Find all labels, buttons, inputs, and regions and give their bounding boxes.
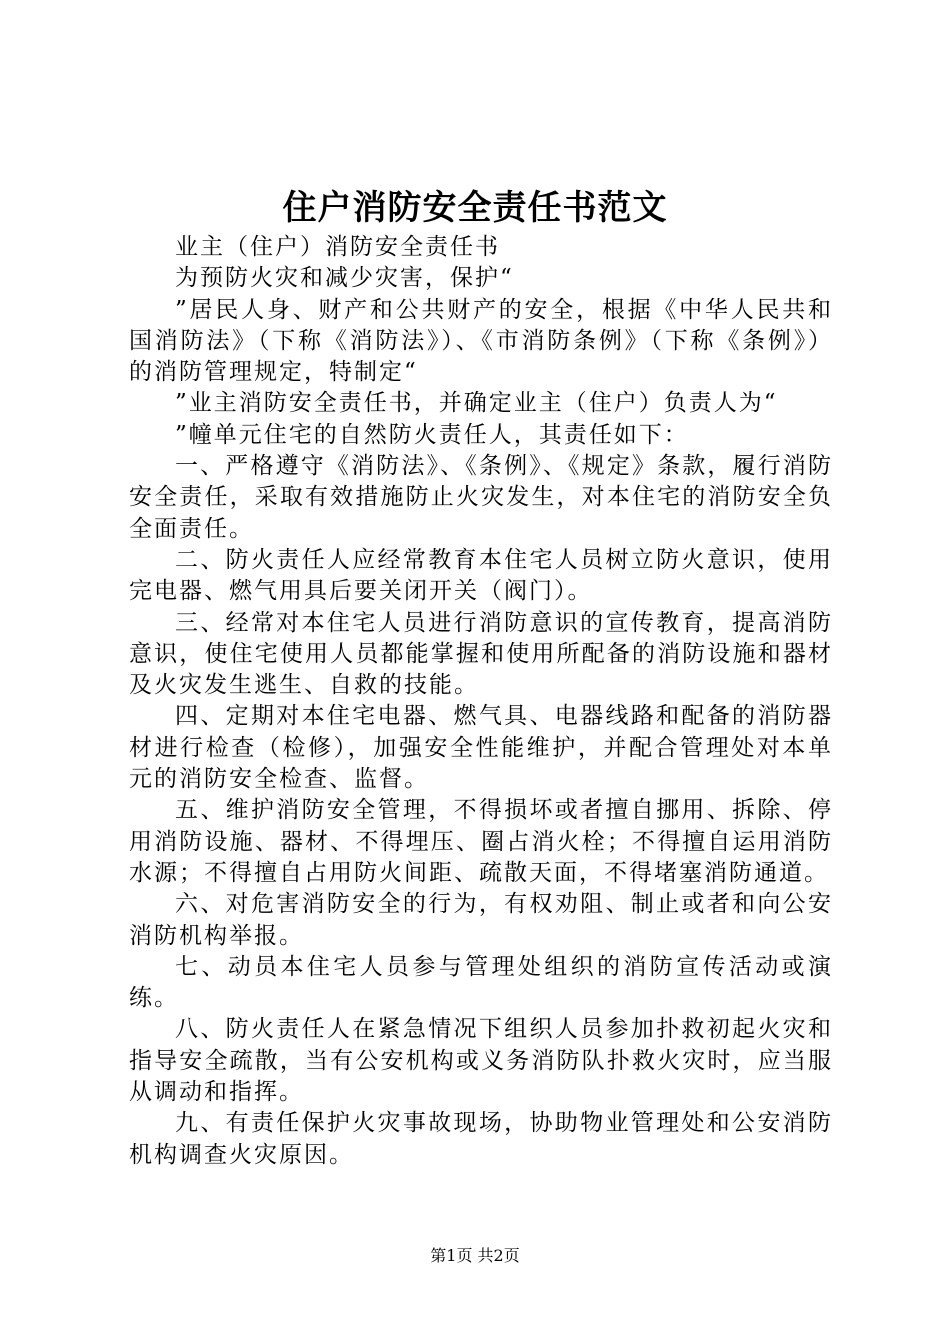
paragraph: ”幢单元住宅的自然防火责任人，其责任如下：	[175, 421, 689, 448]
paragraph-item-3: 三、经常对本住宅人员进行消防意识的宣传教育，提高消防意识，使住宅使用人员都能掌握和使用所配备的消防设施和器材及火灾发生逃生、自救的技能。	[129, 609, 833, 699]
paragraph-item-7: 七、动员本住宅人员参与管理处组织的消防宣传活动或演练。	[129, 953, 833, 1012]
page-footer: 第1页 共2页	[430, 1246, 520, 1265]
paragraph-item-9: 九、有责任保护火灾事故现场，协助物业管理处和公安消防机构调查火灾原因。	[129, 1110, 833, 1168]
paragraph-item-5: 五、维护消防安全管理，不得损坏或者擅自挪用、拆除、停用消防设施、器材、不得埋压、圈占消火栓；不得擅自运用消防水源；不得擅自占用防火间距、疏散天面，不得堵塞消防通道。	[129, 797, 833, 886]
document-body	[129, 232, 833, 1171]
paragraph-item-1: 一、严格遵守《消防法》、《条例》、《规定》条款，履行消防安全责任，采取有效措施防止火灾发生，对本住宅的消防安全负全面责任。	[129, 453, 833, 542]
paragraph: ”居民人身、财产和公共财产的安全，根据《中华人民共和国消防法》（下称《消防法》）、《市消防条例》（下称《条例》）的消防管理规定，特制定“	[129, 296, 833, 386]
paragraph: ”业主消防安全责任书，并确定业主（住户）负责人为“	[175, 390, 778, 417]
paragraph-heading: 业主（住户）消防安全责任书	[175, 234, 500, 260]
page-title: 住户消防安全责任书范文	[282, 188, 668, 228]
paragraph-item-6: 六、对危害消防安全的行为，有权劝阻、制止或者和向公安消防机构举报。	[129, 891, 833, 949]
paragraph-item-8: 八、防火责任人在紧急情况下组织人员参加扑救初起火灾和指导安全疏散，当有公安机构或义务消防队扑救火灾时，应当服从调动和指挥。	[129, 1016, 833, 1106]
paragraph: 为预防火灾和减少灾害，保护“	[175, 265, 514, 292]
paragraph-item-2: 二、防火责任人应经常教育本住宅人员树立防火意识，使用完电器、燃气用具后要关闭开关（阀门）。	[129, 546, 833, 605]
paragraph-item-4: 四、定期对本住宅电器、燃气具、电器线路和配备的消防器材进行检查（检修），加强安全性能维护，并配合管理处对本单元的消防安全检查、监督。	[129, 703, 833, 793]
